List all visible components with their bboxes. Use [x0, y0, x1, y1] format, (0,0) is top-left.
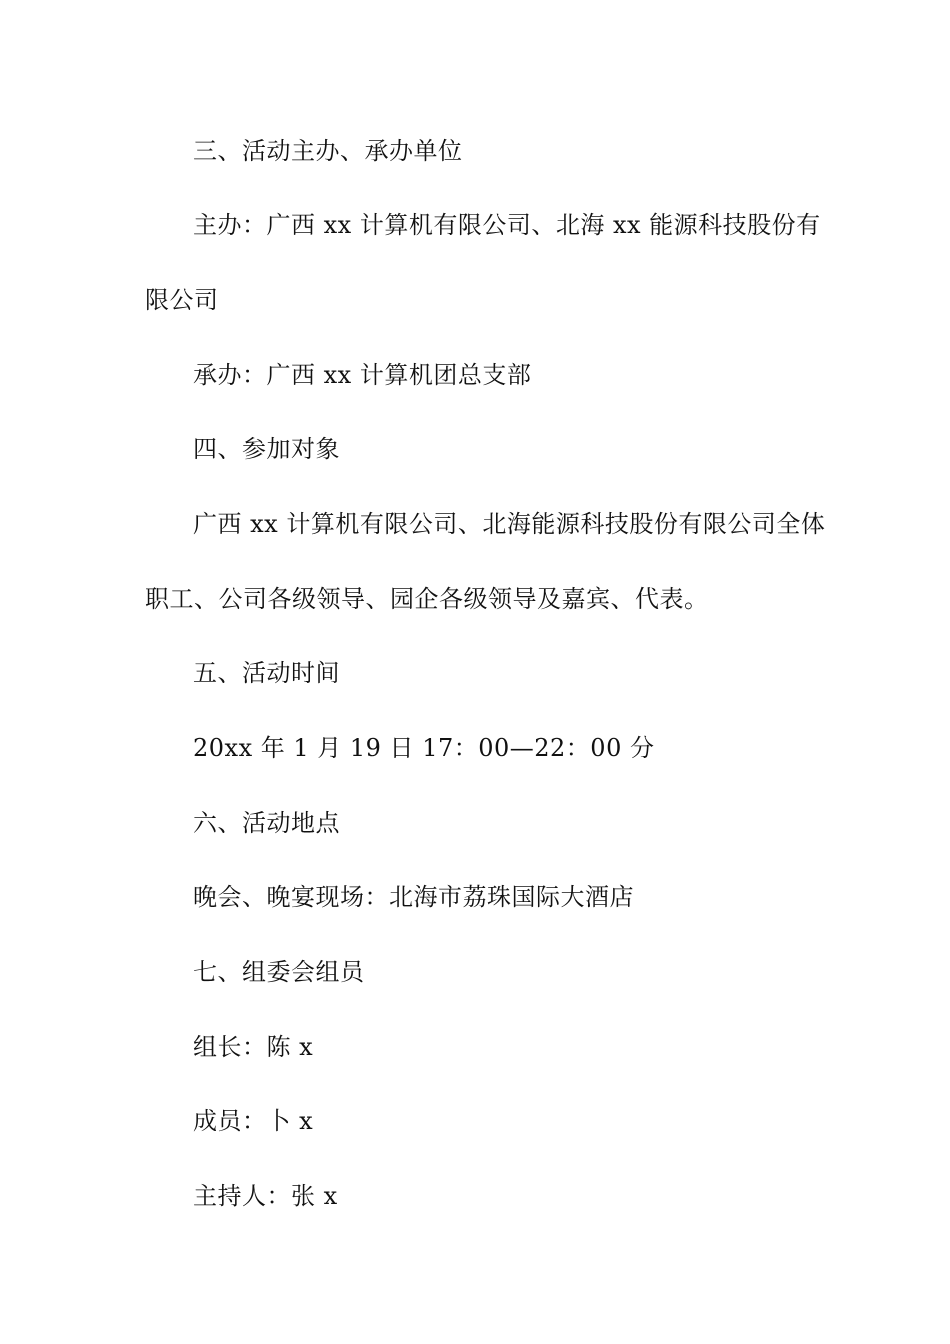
section-heading-time: 五、活动时间	[193, 659, 340, 687]
committee-host: 主持人：张 x	[193, 1182, 338, 1210]
section-heading-participants: 四、参加对象	[193, 435, 340, 463]
paragraph-participants-line-1: 广西 xx 计算机有限公司、北海能源科技股份有限公司全体	[193, 510, 826, 538]
paragraph-location: 晚会、晚宴现场：北海市荔珠国际大酒店	[193, 883, 634, 911]
section-heading-organizers: 三、活动主办、承办单位	[193, 137, 463, 165]
section-heading-committee: 七、组委会组员	[193, 958, 365, 986]
paragraph-co-organizer: 承办：广西 xx 计算机团总支部	[193, 361, 532, 389]
committee-leader: 组长：陈 x	[193, 1033, 314, 1061]
paragraph-host-line-2: 限公司	[145, 286, 219, 314]
paragraph-participants-line-2: 职工、公司各级领导、园企各级领导及嘉宾、代表。	[145, 585, 709, 613]
paragraph-host-line-1: 主办：广西 xx 计算机有限公司、北海 xx 能源科技股份有	[193, 211, 821, 239]
paragraph-time: 20xx 年 1 月 19 日 17：00—22：00 分	[193, 734, 655, 762]
section-heading-location: 六、活动地点	[193, 809, 340, 837]
committee-member: 成员：卜 x	[193, 1107, 314, 1135]
